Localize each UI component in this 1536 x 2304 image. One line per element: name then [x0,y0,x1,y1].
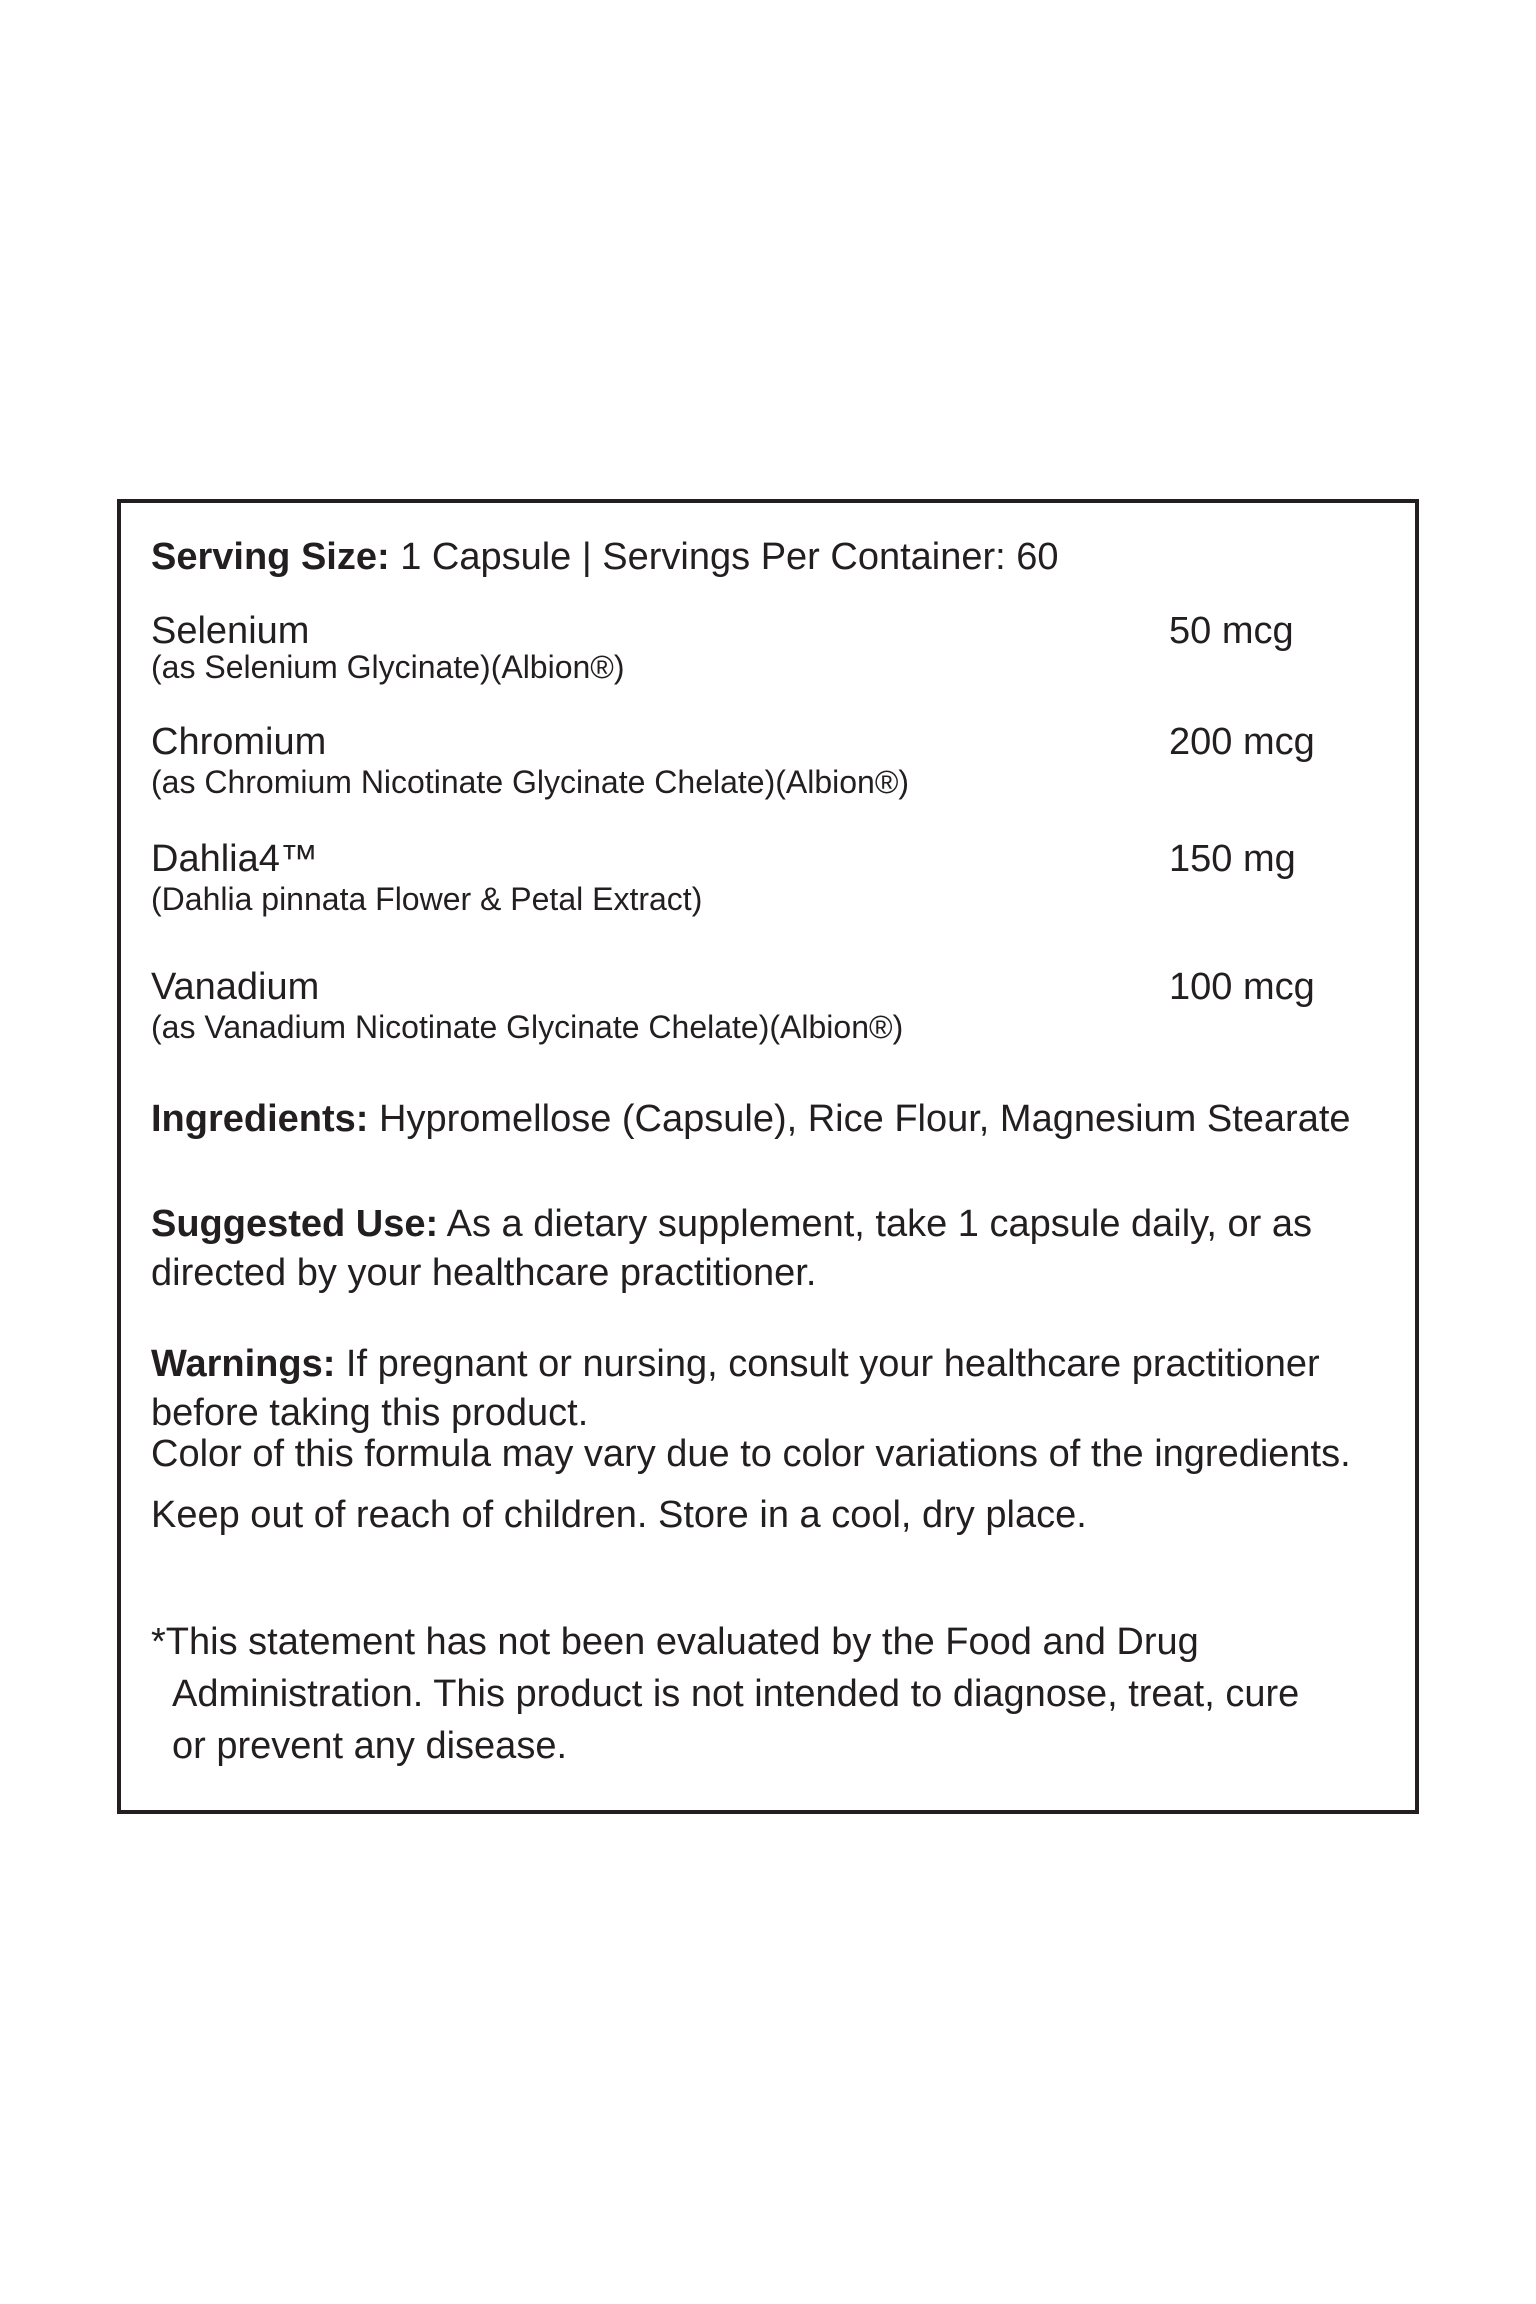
nutrient-row [151,967,1385,1047]
warnings-text: If pregnant or nursing, consult your healthcare practitioner before taking this product. [151,1343,1320,1434]
nutrient-name: Dahlia4™ [151,838,318,880]
nutrient-row [151,722,1385,802]
color-note: Color of this formula may vary due to color variations of the ingredients. [151,1433,1351,1475]
nutrient-row [151,611,1385,683]
nutrient-amount: 150 mg [1169,838,1296,880]
ingredients-text: Hypromellose (Capsule), Rice Flour, Magnesium Stearate [379,1098,1351,1140]
nutrient-name: Selenium [151,610,310,652]
nutrient-name: Chromium [151,721,327,763]
serving-size-label: Serving Size: [151,536,390,578]
disclaimer-line: *This statement has not been evaluated by the Food and Drug [151,1621,1199,1663]
fda-disclaimer [151,1616,1385,1772]
nutrient-amount: 200 mcg [1169,721,1315,763]
nutrient-source: (as Vanadium Nicotinate Glycinate Chelate)(Albion®) [151,1009,904,1045]
serving-size-value: 1 Capsule | Servings Per Container: 60 [400,536,1059,578]
ingredients-section [151,1095,1395,1144]
ingredients-label: Ingredients: [151,1098,369,1140]
nutrient-amount: 50 mcg [1169,610,1294,652]
notes-section [151,1424,1395,1546]
warnings-label: Warnings: [151,1343,336,1385]
suggested-use-section [151,1200,1381,1298]
nutrient-amount: 100 mcg [1169,966,1315,1008]
nutrient-name: Vanadium [151,966,320,1008]
suggested-use-label: Suggested Use: [151,1203,439,1245]
disclaimer-line: Administration. This product is not intended to diagnose, treat, cure [172,1673,1300,1715]
storage-note: Keep out of reach of children. Store in a cool, dry place. [151,1494,1087,1536]
nutrient-source: (Dahlia pinnata Flower & Petal Extract) [151,881,703,917]
supplement-label-panel [117,499,1419,1814]
nutrient-source: (as Chromium Nicotinate Glycinate Chelate)(Albion®) [151,764,910,800]
disclaimer-line: or prevent any disease. [172,1725,568,1767]
nutrient-row [151,839,1385,919]
serving-size-line [151,533,1059,581]
suggested-use-text: As a dietary supplement, take 1 capsule daily, or as directed by your healthcare practitioner. [151,1203,1312,1294]
nutrient-source: (as Selenium Glycinate)(Albion®) [151,649,625,685]
